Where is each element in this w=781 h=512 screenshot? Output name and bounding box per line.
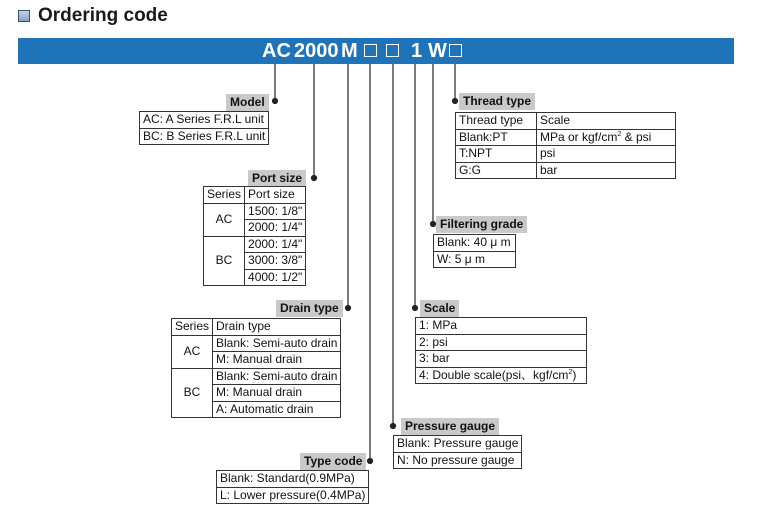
type-code-table bbox=[216, 470, 369, 504]
page-title: Ordering code bbox=[38, 5, 168, 26]
drain-cell: M: Manual drain bbox=[213, 352, 341, 369]
thread-cell: psi bbox=[537, 146, 676, 163]
gauge-row: Blank: Pressure gauge bbox=[394, 436, 522, 453]
filter-row: Blank: 40 μ m bbox=[434, 235, 516, 252]
scale-table bbox=[415, 317, 587, 384]
port-header-size: Port size bbox=[245, 187, 306, 204]
thread-cell: bar bbox=[537, 162, 676, 179]
port-cell: 1500: 1/8" bbox=[245, 203, 306, 220]
model-row: AC: A Series F.R.L unit bbox=[140, 112, 269, 129]
code-w: W bbox=[428, 40, 447, 62]
drain-type-label: Drain type bbox=[276, 300, 343, 317]
type-code-label: Type code bbox=[300, 453, 366, 470]
drain-header-type: Drain type bbox=[213, 319, 341, 336]
filtering-grade-label: Filtering grade bbox=[436, 216, 527, 233]
thread-type-table bbox=[455, 112, 676, 179]
port-cell: 4000: 1/2" bbox=[245, 269, 306, 286]
model-label: Model bbox=[226, 94, 269, 111]
thread-type-label: Thread type bbox=[459, 93, 535, 110]
scale-row: 1: MPa bbox=[416, 318, 587, 335]
code-one: 1 bbox=[411, 40, 423, 62]
thread-cell: T:NPT bbox=[456, 146, 537, 163]
thread-cell: G:G bbox=[456, 162, 537, 179]
drain-header-series: Series bbox=[172, 319, 213, 336]
scale-row: 3: bar bbox=[416, 351, 587, 368]
thread-header-type: Thread type bbox=[456, 113, 537, 130]
port-series-ac: AC bbox=[204, 203, 245, 236]
port-cell: 2000: 1/4" bbox=[245, 220, 306, 237]
scale-label: Scale bbox=[420, 300, 459, 317]
pressure-gauge-table bbox=[393, 435, 522, 469]
pressure-gauge-label: Pressure gauge bbox=[401, 418, 499, 435]
port-cell: 2000: 1/4" bbox=[245, 236, 306, 253]
port-size-table bbox=[203, 186, 306, 286]
model-row: BC: B Series F.R.L unit bbox=[140, 128, 269, 145]
thread-cell: Blank:PT bbox=[456, 129, 537, 146]
model-table bbox=[139, 111, 269, 145]
gauge-row: N: No pressure gauge bbox=[394, 452, 522, 469]
port-size-label: Port size bbox=[248, 170, 306, 187]
type-code-row: L: Lower pressure(0.4MPa) bbox=[217, 487, 369, 504]
drain-cell: A: Automatic drain bbox=[213, 401, 341, 418]
drain-cell: Blank: Semi-auto drain bbox=[213, 368, 341, 385]
scale-row: 4: Double scale(psi、kgf/$cm^2$) bbox=[416, 367, 587, 384]
thread-header-scale: Scale bbox=[537, 113, 676, 130]
filtering-grade-table bbox=[433, 234, 516, 268]
code-size: 2000 bbox=[294, 40, 339, 62]
scale-row: 2: psi bbox=[416, 334, 587, 351]
drain-cell: M: Manual drain bbox=[213, 385, 341, 402]
thread-cell: MPa or kgf/$cm^2$ & psi bbox=[537, 129, 676, 146]
port-header-series: Series bbox=[204, 187, 245, 204]
type-code-row: Blank: Standard(0.9MPa) bbox=[217, 471, 369, 488]
drain-series-ac: AC bbox=[172, 335, 213, 368]
code-m: M bbox=[341, 40, 358, 62]
port-series-bc: BC bbox=[204, 236, 245, 286]
code-prefix: AC bbox=[262, 40, 291, 62]
port-cell: 3000: 3/8" bbox=[245, 253, 306, 270]
filter-row: W: 5 μ m bbox=[434, 251, 516, 268]
drain-series-bc: BC bbox=[172, 368, 213, 418]
drain-type-table bbox=[171, 318, 341, 418]
drain-cell: Blank: Semi-auto drain bbox=[213, 335, 341, 352]
